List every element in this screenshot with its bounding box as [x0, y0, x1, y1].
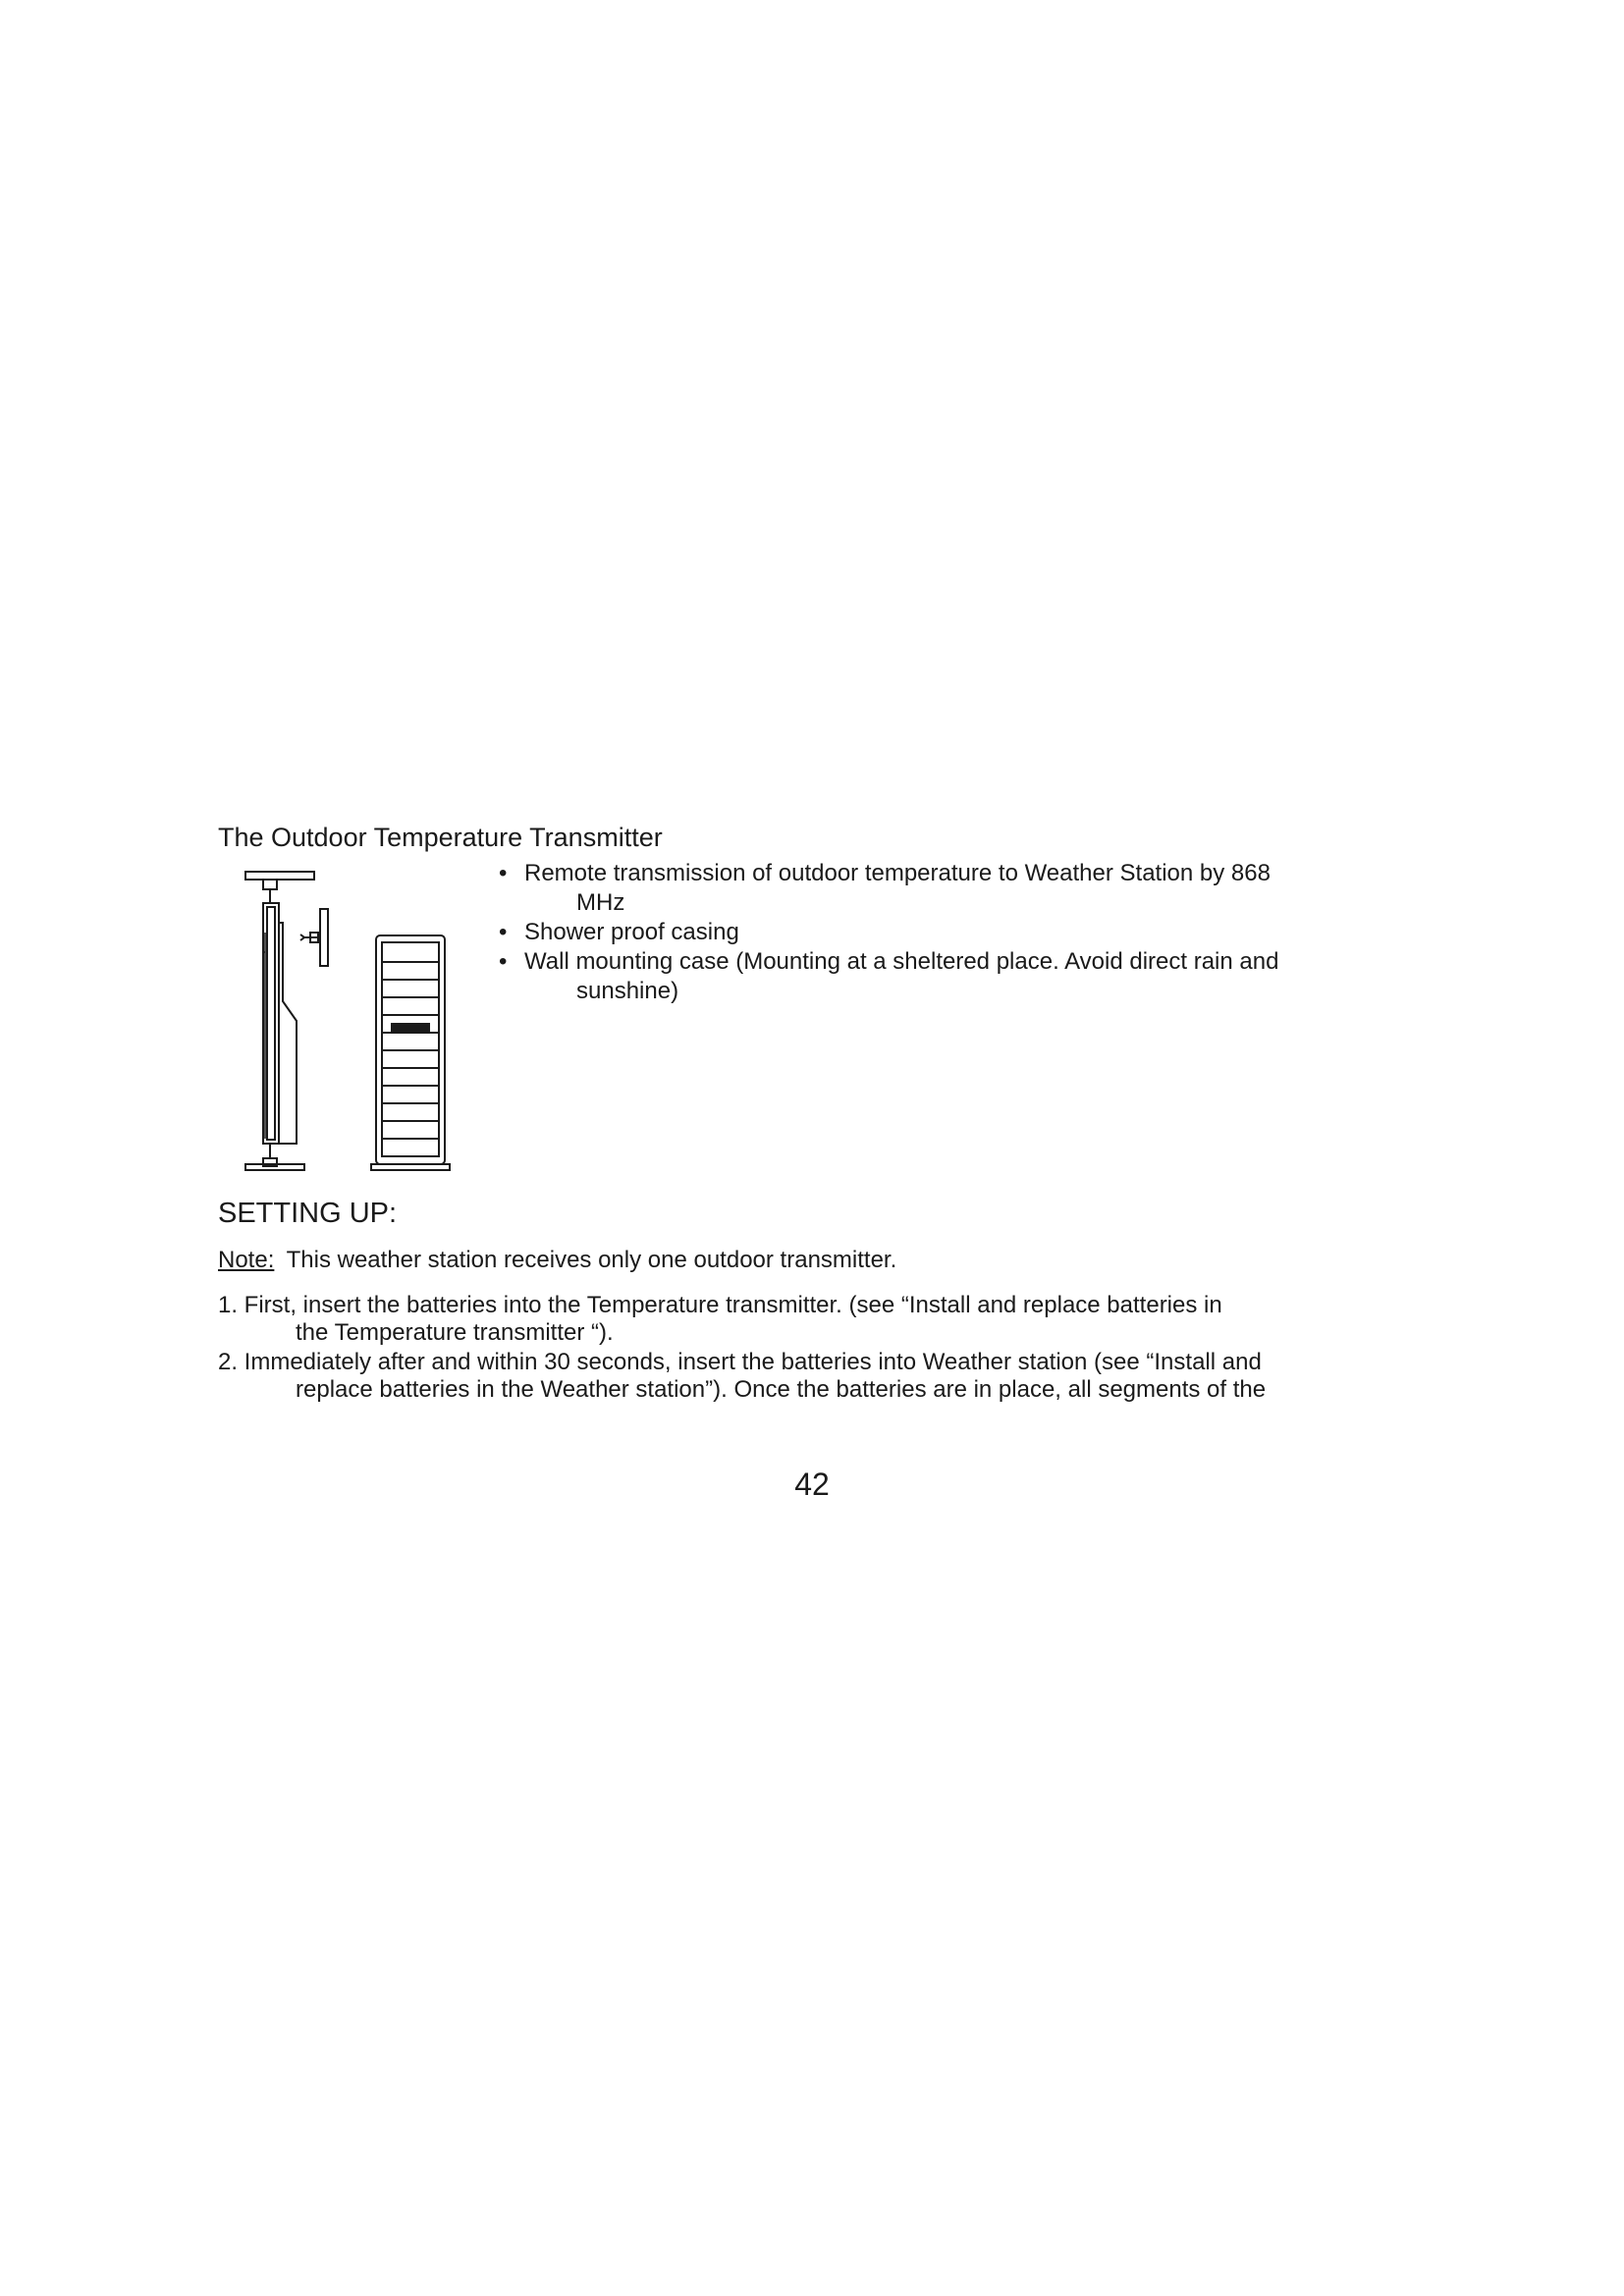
- feature-item: [499, 918, 1363, 947]
- feature-list: [499, 859, 1363, 1006]
- feature-item: [499, 859, 1363, 918]
- setup-steps: [218, 1292, 1357, 1406]
- feature-text: Remote transmission of outdoor temperature to Weather Station by 868: [524, 860, 1271, 886]
- feature-item: [499, 947, 1363, 1006]
- feature-text: Shower proof casing: [524, 919, 739, 945]
- step-text-continued: the Temperature transmitter “).: [296, 1319, 614, 1346]
- step-text-continued: replace batteries in the Weather station”). Once the batteries are in place, all segments of the: [296, 1376, 1267, 1403]
- section-title: The Outdoor Temperature Transmitter: [218, 823, 663, 852]
- note-label: Note:: [218, 1247, 275, 1273]
- feature-text-continued: MHz: [576, 889, 625, 916]
- step-text: 2. Immediately after and within 30 seconds, insert the batteries into Weather station (see “Install and: [218, 1349, 1262, 1375]
- setting-up-heading: SETTING UP:: [218, 1198, 398, 1229]
- setup-step: [218, 1292, 1357, 1347]
- bullet: •: [499, 860, 508, 886]
- feature-text-continued: sunshine): [576, 978, 679, 1004]
- transmitter-illustration: [236, 864, 457, 1173]
- bullet: •: [499, 919, 508, 945]
- bullet: •: [499, 948, 508, 975]
- feature-text: Wall mounting case (Mounting at a sheltered place. Avoid direct rain and: [524, 948, 1279, 975]
- setup-step: [218, 1349, 1357, 1404]
- note: [218, 1247, 896, 1274]
- page-number: 42: [794, 1467, 830, 1502]
- note-text: This weather station receives only one outdoor transmitter.: [286, 1247, 897, 1273]
- step-text: 1. First, insert the batteries into the Temperature transmitter. (see “Install and replace batteries in: [218, 1292, 1222, 1318]
